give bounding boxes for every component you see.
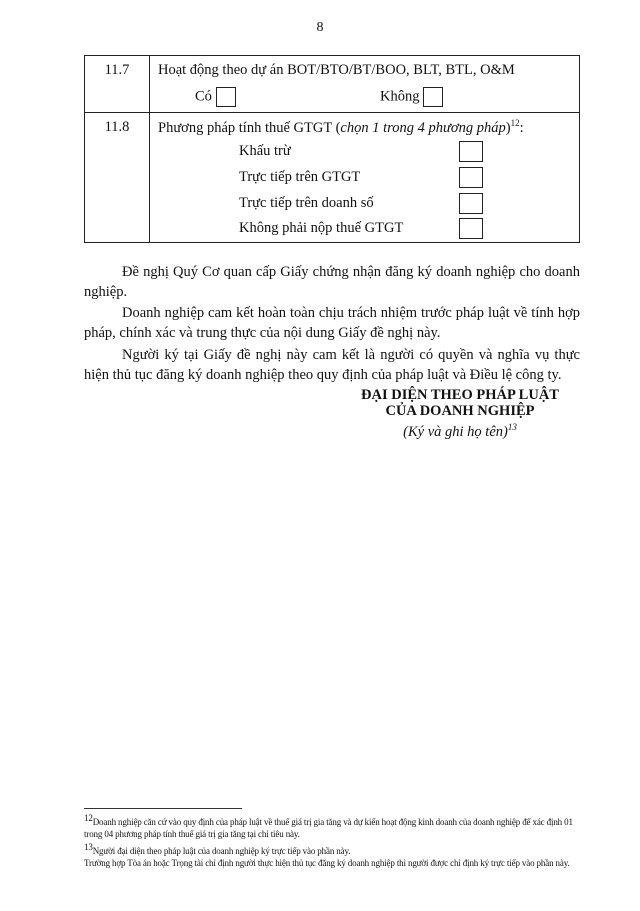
option-label: Trực tiếp trên GTGT: [239, 169, 361, 185]
row-title: Hoạt động theo dự án BOT/BTO/BT/BOO, BLT, BTL, O&M: [158, 62, 515, 78]
signature-title-line1: ĐẠI DIỆN THEO PHÁP LUẬT: [361, 387, 559, 403]
signature-instruction: (Ký và ghi họ tên)$^{13}$: [403, 422, 517, 440]
option-no-label: Không: [380, 88, 420, 105]
footnote-13: $^{13}$Người đại diện theo pháp luật của doanh nghiệp ký trực tiếp vào phần này.: [84, 841, 351, 856]
footnote-12: $^{12}$Doanh nghiệp căn cứ vào quy định của pháp luật về thuế giá trị gia tăng và dự kiến hoạt động kinh doanh của doanh nghiệp để xác định 01 trong 04 phương pháp tính thuế giá trị gia tăng tại chỉ tiêu này.: [84, 813, 573, 840]
option-label: Trực tiếp trên doanh số: [239, 195, 374, 211]
footnotes: [84, 812, 584, 869]
signer-paragraph: Người ký tại Giấy đề nghị này cam kết là người có quyền và nghĩa vụ thực hiện thủ tục đăng ký doanh nghiệp theo quy định của pháp luật và Điều lệ công ty.: [84, 347, 580, 383]
option-yes-label: Có: [195, 88, 212, 105]
footnote-13-continued: Trường hợp Tòa án hoặc Trọng tài chỉ định người thực hiện thủ tục đăng ký doanh nghiệp thì người được chỉ định ký trực tiếp vào phần này.: [84, 857, 570, 868]
footnote-ref: 13: [507, 422, 517, 432]
signature-block: [330, 387, 590, 440]
checkbox-no[interactable]: [423, 87, 443, 107]
table-row-11-8: [85, 113, 580, 243]
option-no: [380, 87, 443, 107]
footnote-divider: [84, 808, 242, 809]
commitment-paragraph: Doanh nghiệp cam kết hoàn toàn chịu trách nhiệm trước pháp luật về tính hợp pháp, chính xác và trung thực của nội dung Giấy đề nghị này.: [84, 305, 580, 341]
row-number: 11.8: [85, 113, 150, 243]
row-title: Phương pháp tính thuế GTGT (chọn 1 trong 4 phương pháp)$^{12}$:: [158, 118, 524, 136]
option-yes: [195, 87, 236, 107]
footnote-ref: 12: [510, 118, 520, 128]
page-number: 8: [316, 20, 324, 35]
row-content: [150, 56, 580, 113]
checkbox-direct-vat[interactable]: [459, 167, 483, 188]
option-label: Khấu trừ: [239, 143, 291, 159]
checkbox-yes[interactable]: [216, 87, 236, 107]
request-paragraph: Đề nghị Quý Cơ quan cấp Giấy chứng nhận đăng ký doanh nghiệp cho doanh nghiệp.: [84, 264, 580, 300]
form-table: [84, 55, 580, 243]
row-content: [150, 113, 580, 243]
checkbox-deduction[interactable]: [459, 141, 483, 162]
checkbox-direct-revenue[interactable]: [459, 193, 483, 214]
row-number: 11.7: [85, 56, 150, 113]
table-row-11-7: [85, 56, 580, 113]
checkbox-no-vat[interactable]: [459, 218, 483, 239]
option-label: Không phải nộp thuế GTGT: [239, 220, 404, 236]
signature-title-line2: CỦA DOANH NGHIỆP: [385, 403, 535, 419]
